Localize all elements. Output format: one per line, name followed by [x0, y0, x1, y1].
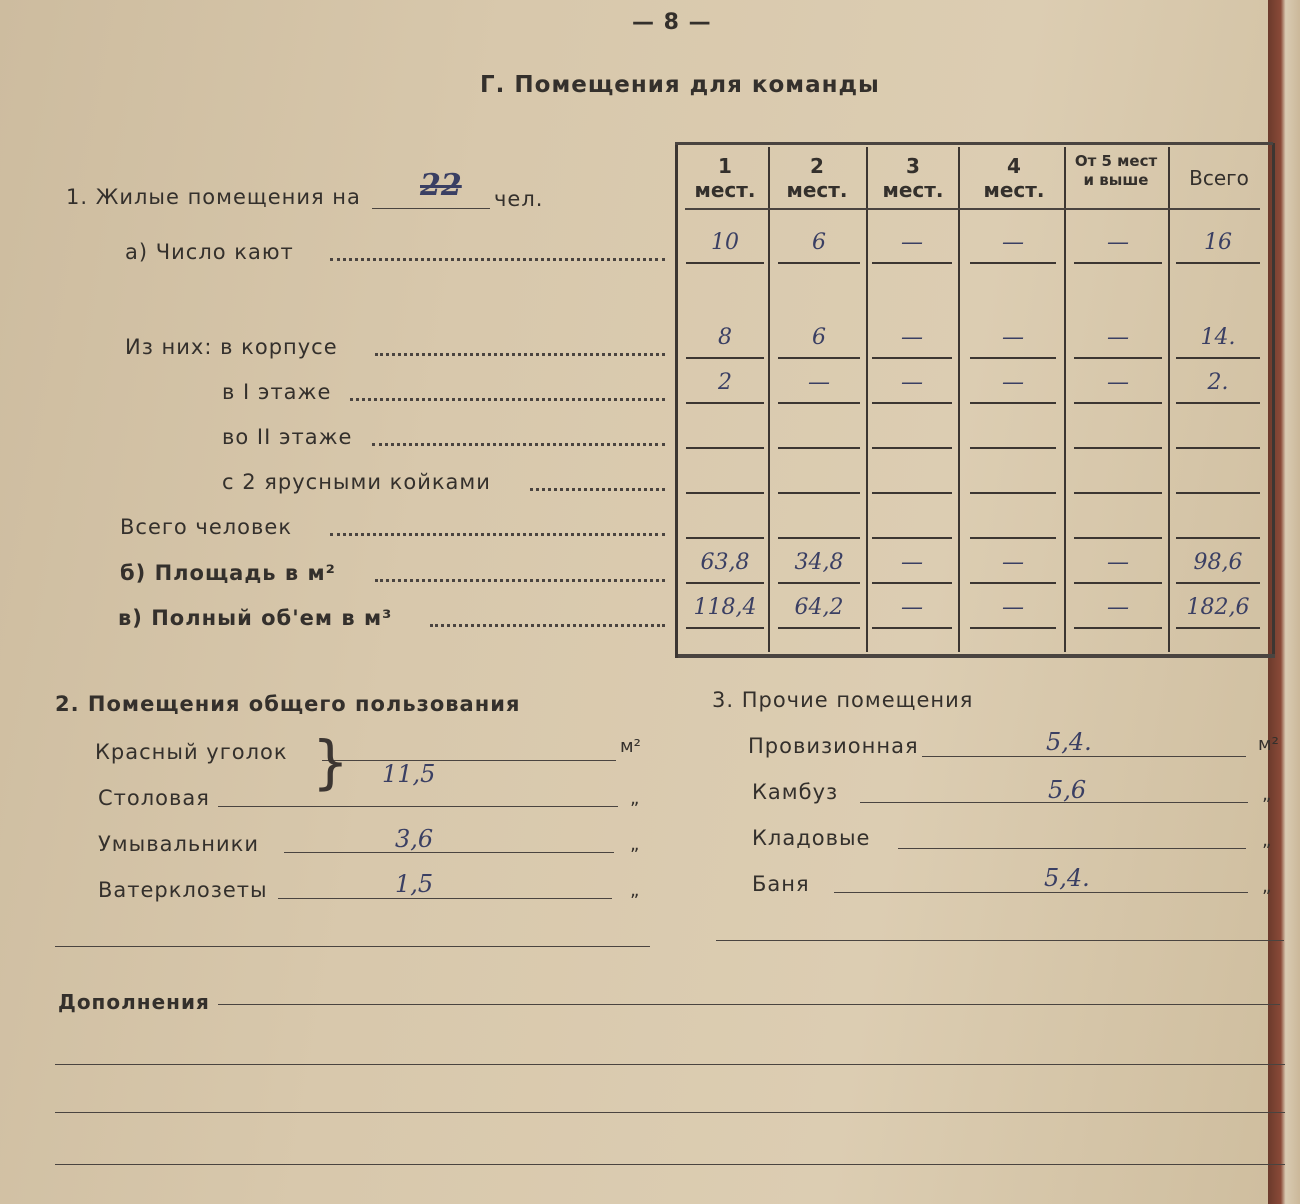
row-dots [375, 353, 665, 356]
table-cell-value[interactable]: — [1107, 550, 1129, 575]
cell-line [970, 537, 1056, 539]
row-label-hull: Из них: в корпусе [125, 335, 338, 359]
additions-line [55, 1064, 1285, 1065]
ditto-mark: „ [630, 788, 640, 809]
cell-line [872, 627, 952, 629]
row-dots [372, 443, 665, 446]
ditto-mark: „ [630, 880, 640, 901]
common-value-toilets[interactable]: 1,5 [395, 870, 434, 898]
cell-line [778, 582, 860, 584]
table-cell-value[interactable]: — [901, 550, 923, 575]
table-cell-value[interactable]: 6 [812, 230, 826, 255]
common-label-washrooms: Умывальники [98, 832, 259, 856]
table-cell-value[interactable]: 16 [1204, 230, 1232, 255]
cell-line [686, 627, 764, 629]
blank-line [716, 940, 1284, 941]
cell-line [970, 492, 1056, 494]
cell-line [778, 357, 860, 359]
table-cell-value[interactable]: 14. [1200, 325, 1236, 350]
cell-line [686, 492, 764, 494]
cell-line [1074, 262, 1162, 264]
table-cell-value[interactable]: 63,8 [700, 550, 750, 575]
cell-line [1176, 262, 1260, 264]
common-label-toilets: Ватерклозеты [98, 878, 268, 902]
cell-line [686, 262, 764, 264]
common-line [284, 852, 614, 853]
col-header-2: 2 мест. [786, 154, 848, 202]
col-header-3: 3 мест. [882, 154, 944, 202]
table-cell-value[interactable]: — [1002, 230, 1024, 255]
other-value-bathhouse[interactable]: 5,4. [1044, 864, 1090, 892]
cell-line [970, 402, 1056, 404]
additions-line [55, 1112, 1285, 1113]
table-cell-value[interactable]: 118,4 [693, 595, 757, 620]
table-cell-value[interactable]: — [1002, 595, 1024, 620]
cell-line [778, 262, 860, 264]
table-cell-value[interactable]: — [901, 595, 923, 620]
cell-line [778, 492, 860, 494]
row-dots [330, 533, 665, 536]
row-dots [430, 624, 665, 627]
table-cell-value[interactable]: — [1002, 370, 1024, 395]
cell-line [1074, 492, 1162, 494]
cell-line [970, 357, 1056, 359]
common-value-washrooms[interactable]: 3,6 [395, 825, 434, 853]
other-title: 3. Прочие помещения [712, 688, 974, 712]
table-cell-value[interactable]: — [1107, 325, 1129, 350]
col-header-1: 1 мест. [694, 154, 756, 202]
ditto-mark: „ [1262, 784, 1272, 805]
other-line [898, 848, 1246, 849]
living-label-suffix: чел. [494, 187, 544, 211]
cell-line [872, 357, 952, 359]
cell-line [1074, 582, 1162, 584]
common-label-red-corner: Красный уголок [95, 740, 288, 764]
table-cell-value[interactable]: — [1002, 550, 1024, 575]
cell-line [778, 447, 860, 449]
other-label-galley: Камбуз [752, 780, 839, 804]
table-cell-value[interactable]: — [808, 370, 830, 395]
cell-line [872, 262, 952, 264]
crew-count-line [372, 208, 490, 209]
common-label-canteen: Столовая [98, 786, 210, 810]
other-label-storerooms: Кладовые [752, 826, 871, 850]
cell-line [1176, 447, 1260, 449]
table-cell-value[interactable]: 2 [718, 370, 732, 395]
table-cell-value[interactable]: — [1002, 325, 1024, 350]
row-dots [530, 488, 665, 491]
cell-line [1074, 627, 1162, 629]
cell-line [686, 447, 764, 449]
row-dots [350, 398, 665, 401]
cell-line [872, 402, 952, 404]
ditto-mark: „ [1262, 876, 1272, 897]
row-label-volume: в) Полный об'ем в м³ [118, 606, 393, 630]
crew-count[interactable]: 22 [420, 168, 462, 203]
other-value-provisions[interactable]: 5,4. [1046, 728, 1092, 756]
other-unit: м² [1258, 734, 1279, 755]
ditto-mark: „ [630, 834, 640, 855]
cell-line [686, 537, 764, 539]
cell-line [872, 537, 952, 539]
row-label-bunks: с 2 ярусными койками [222, 470, 491, 494]
table-cell-value[interactable]: — [901, 370, 923, 395]
common-line [218, 806, 618, 807]
table-cell-value[interactable]: 2. [1207, 370, 1229, 395]
cell-line [1176, 627, 1260, 629]
row-dots [330, 258, 665, 261]
brace-icon: } [312, 728, 349, 796]
cell-line [872, 582, 952, 584]
cell-line [970, 262, 1056, 264]
cell-line [686, 357, 764, 359]
other-line [834, 892, 1248, 893]
blank-line [55, 946, 650, 947]
col-header-5: От 5 мест и выше [1074, 152, 1158, 189]
cell-line [1176, 537, 1260, 539]
cell-line [872, 447, 952, 449]
cell-line [1176, 492, 1260, 494]
cell-line [686, 582, 764, 584]
common-line [322, 760, 616, 761]
table-cell-value[interactable]: 6 [812, 325, 826, 350]
table-cell-value[interactable]: — [901, 325, 923, 350]
table-cell-value[interactable]: — [1107, 595, 1129, 620]
col-header-4: 4 мест. [983, 154, 1045, 202]
table-cell-value[interactable]: — [1107, 230, 1129, 255]
cell-line [778, 627, 860, 629]
cell-line [872, 492, 952, 494]
ditto-mark: „ [1262, 830, 1272, 851]
row-label-floor2: во II этаже [222, 425, 353, 449]
page-number: — 8 — [632, 10, 712, 35]
cell-line [778, 537, 860, 539]
common-title: 2. Помещения общего пользования [55, 692, 521, 716]
living-label-prefix: 1. Жилые помещения на [66, 185, 361, 209]
additions-line [218, 1004, 1280, 1005]
other-value-galley[interactable]: 5,6 [1048, 776, 1087, 804]
table-cell-value[interactable]: 64,2 [794, 595, 844, 620]
cell-line [970, 447, 1056, 449]
row-label-cabins: а) Число кают [125, 240, 294, 264]
cell-line [1176, 402, 1260, 404]
additions-line [55, 1164, 1285, 1165]
table-cell-value[interactable]: 182,6 [1186, 595, 1250, 620]
other-label-provisions: Провизионная [748, 734, 919, 758]
cell-line [970, 582, 1056, 584]
row-label-total-people: Всего человек [120, 515, 293, 539]
cell-line [1074, 447, 1162, 449]
common-line [278, 898, 612, 899]
table-cell-value[interactable]: — [901, 230, 923, 255]
cell-line [1074, 402, 1162, 404]
other-line [922, 756, 1246, 757]
table-cell-value[interactable]: 98,6 [1193, 550, 1243, 575]
cell-line [1176, 357, 1260, 359]
table-cell-value[interactable]: 34,8 [794, 550, 844, 575]
common-unit: м² [620, 736, 641, 757]
cell-line [686, 402, 764, 404]
row-dots [375, 579, 665, 582]
other-label-bathhouse: Баня [752, 872, 810, 896]
cell-line [778, 402, 860, 404]
table-cell-value[interactable]: 8 [718, 325, 732, 350]
row-label-area: б) Площадь в м² [120, 561, 336, 585]
cell-line [1074, 537, 1162, 539]
col-header-total: Всего [1189, 166, 1249, 190]
cell-line [970, 627, 1056, 629]
section-title: Г. Помещения для команды [480, 72, 880, 98]
table-cell-value[interactable]: 10 [711, 230, 739, 255]
additions-label: Дополнения [58, 990, 210, 1014]
cell-line [1074, 357, 1162, 359]
row-label-floor1: в I этаже [222, 380, 332, 404]
cell-line [1176, 582, 1260, 584]
common-value-canteen[interactable]: 11,5 [382, 760, 436, 788]
table-cell-value[interactable]: — [1107, 370, 1129, 395]
